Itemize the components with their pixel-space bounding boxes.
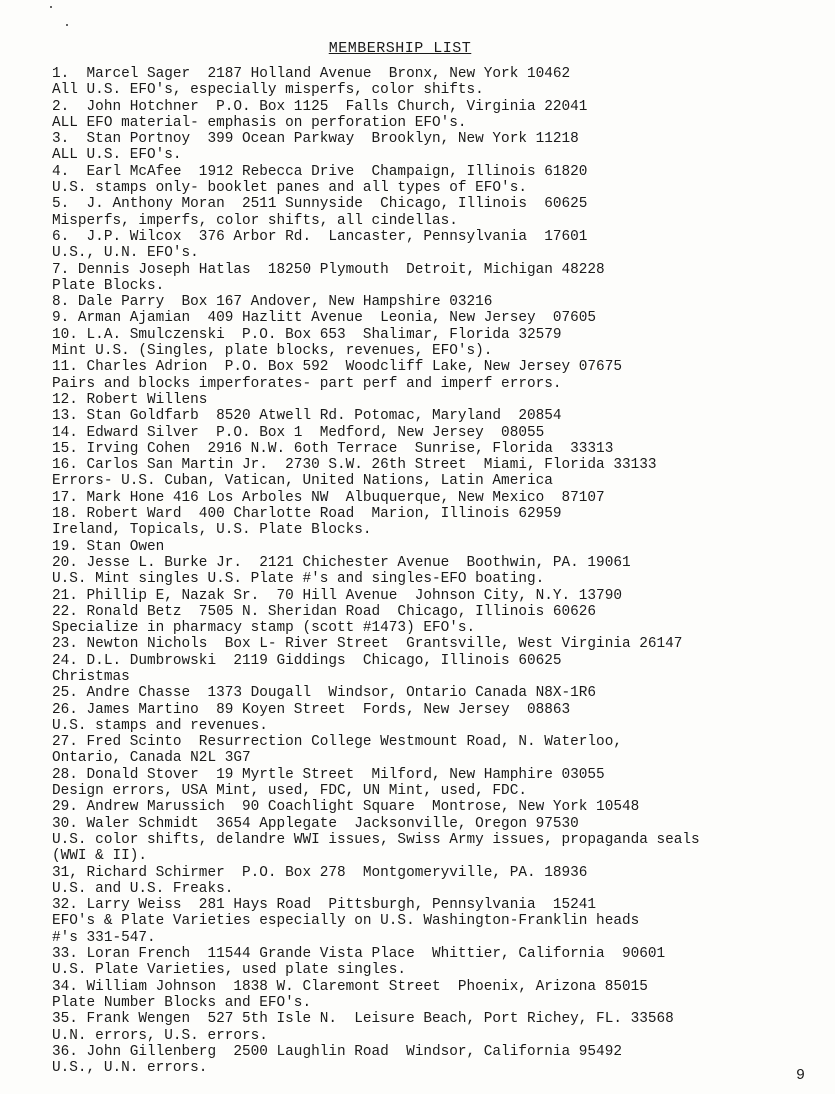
membership-list bbox=[52, 66, 815, 1076]
list-line: Mint U.S. (Singles, plate blocks, revenues, EFO's). bbox=[52, 343, 493, 360]
list-line: 14. Edward Silver P.O. Box 1 Medford, New Jersey 08055 bbox=[52, 424, 545, 441]
list-line: 22. Ronald Betz 7505 N. Sheridan Road Chicago, Illinois 60626 bbox=[52, 603, 597, 620]
list-line: 33. Loran French 11544 Grande Vista Place Whittier, California 90601 bbox=[52, 946, 666, 963]
list-line: 31, Richard Schirmer P.O. Box 278 Montgomeryville, PA. 18936 bbox=[52, 864, 588, 881]
list-line: U.S. and U.S. Freaks. bbox=[52, 880, 234, 897]
page-number: 9 bbox=[795, 1067, 805, 1084]
list-line: ALL EFO material- emphasis on perforation EFO's. bbox=[52, 114, 467, 131]
list-line: 28. Donald Stover 19 Myrtle Street Milford, New Hamphire 03055 bbox=[52, 766, 605, 783]
list-line: 20. Jesse L. Burke Jr. 2121 Chichester Avenue Boothwin, PA. 19061 bbox=[52, 554, 631, 571]
list-line: 25. Andre Chasse 1373 Dougall Windsor, Ontario Canada N8X-1R6 bbox=[52, 685, 597, 702]
list-line: Ontario, Canada N2L 3G7 bbox=[52, 750, 251, 767]
list-line: U.S. stamps and revenues. bbox=[52, 717, 268, 734]
list-line: Ireland, Topicals, U.S. Plate Blocks. bbox=[52, 522, 372, 539]
list-line: 34. William Johnson 1838 W. Claremont Street Phoenix, Arizona 85015 bbox=[52, 978, 648, 995]
list-line: Specialize in pharmacy stamp (scott #1473) EFO's. bbox=[52, 620, 476, 637]
list-line: 8. Dale Parry Box 167 Andover, New Hampshire 03216 bbox=[52, 294, 493, 311]
list-line: U.S., U.N. EFO's. bbox=[52, 245, 199, 262]
list-line: 9. Arman Ajamian 409 Hazlitt Avenue Leonia, New Jersey 07605 bbox=[52, 310, 597, 327]
list-line: Errors- U.S. Cuban, Vatican, United Nations, Latin America bbox=[52, 473, 553, 490]
list-line: ALL U.S. EFO's. bbox=[52, 147, 182, 164]
list-line: 19. Stan Owen bbox=[52, 538, 165, 555]
list-line: EFO's & Plate Varieties especially on U.S. Washington-Franklin heads bbox=[52, 913, 640, 930]
list-line: 5. J. Anthony Moran 2511 Sunnyside Chicago, Illinois 60625 bbox=[52, 196, 588, 213]
page-title: MEMBERSHIP LIST bbox=[328, 40, 472, 57]
list-line: 32. Larry Weiss 281 Hays Road Pittsburgh, Pennsylvania 15241 bbox=[52, 897, 597, 914]
list-line: 26. James Martino 89 Koyen Street Fords, New Jersey 08863 bbox=[52, 701, 571, 718]
list-line: 11. Charles Adrion P.O. Box 592 Woodcliff Lake, New Jersey 07675 bbox=[52, 359, 622, 376]
list-line: 6. J.P. Wilcox 376 Arbor Rd. Lancaster, Pennsylvania 17601 bbox=[52, 228, 588, 245]
list-line: U.S. Plate Varieties, used plate singles. bbox=[52, 962, 407, 979]
list-line: 27. Fred Scinto Resurrection College Westmount Road, N. Waterloo, bbox=[52, 734, 622, 751]
list-line: 7. Dennis Joseph Hatlas 18250 Plymouth Detroit, Michigan 48228 bbox=[52, 261, 605, 278]
list-line: Christmas bbox=[52, 668, 130, 685]
list-line: 36. John Gillenberg 2500 Laughlin Road Windsor, California 95492 bbox=[52, 1043, 622, 1060]
list-line: (WWI & II). bbox=[52, 848, 147, 865]
list-line: 30. Waler Schmidt 3654 Applegate Jacksonville, Oregon 97530 bbox=[52, 815, 579, 832]
list-line: U.S. color shifts, delandre WWI issues, Swiss Army issues, propaganda seals bbox=[52, 831, 700, 848]
list-line: 10. L.A. Smulczenski P.O. Box 653 Shalimar, Florida 32579 bbox=[52, 326, 562, 343]
list-line: U.N. errors, U.S. errors. bbox=[52, 1027, 268, 1044]
list-line: Pairs and blocks imperforates- part perf and imperf errors. bbox=[52, 375, 562, 392]
list-line: Design errors, USA Mint, used, FDC, UN Mint, used, FDC. bbox=[52, 783, 527, 800]
list-line: U.S. stamps only- booklet panes and all types of EFO's. bbox=[52, 180, 527, 197]
list-line: Misperfs, imperfs, color shifts, all cindellas. bbox=[52, 212, 458, 229]
list-line: #'s 331-547. bbox=[52, 929, 156, 946]
list-line: Plate Blocks. bbox=[52, 277, 165, 294]
paper-speck bbox=[66, 24, 68, 26]
list-line: Plate Number Blocks and EFO's. bbox=[52, 994, 312, 1011]
list-line: U.S., U.N. errors. bbox=[52, 1060, 208, 1077]
list-line: All U.S. EFO's, especially misperfs, color shifts. bbox=[52, 82, 484, 99]
list-line: U.S. Mint singles U.S. Plate #'s and singles-EFO boating. bbox=[52, 571, 545, 588]
list-line: 21. Phillip E, Nazak Sr. 70 Hill Avenue Johnson City, N.Y. 13790 bbox=[52, 587, 622, 604]
list-line: 13. Stan Goldfarb 8520 Atwell Rd. Potomac, Maryland 20854 bbox=[52, 408, 562, 425]
list-line: 17. Mark Hone 416 Los Arboles NW Albuquerque, New Mexico 87107 bbox=[52, 489, 605, 506]
list-line: 24. D.L. Dumbrowski 2119 Giddings Chicago, Illinois 60625 bbox=[52, 652, 562, 669]
list-line: 1. Marcel Sager 2187 Holland Avenue Bronx, New York 10462 bbox=[52, 66, 571, 82]
list-line: 3. Stan Portnoy 399 Ocean Parkway Brooklyn, New York 11218 bbox=[52, 131, 579, 148]
list-line: 16. Carlos San Martin Jr. 2730 S.W. 26th Street Miami, Florida 33133 bbox=[52, 457, 657, 474]
list-line: 29. Andrew Marussich 90 Coachlight Square Montrose, New York 10548 bbox=[52, 799, 640, 816]
list-line: 18. Robert Ward 400 Charlotte Road Marion, Illinois 62959 bbox=[52, 506, 562, 523]
list-line: 2. John Hotchner P.O. Box 1125 Falls Church, Virginia 22041 bbox=[52, 98, 588, 115]
paper-speck bbox=[50, 6, 52, 8]
list-line: 12. Robert Willens bbox=[52, 391, 208, 408]
list-line: 15. Irving Cohen 2916 N.W. 6oth Terrace Sunrise, Florida 33313 bbox=[52, 440, 614, 457]
list-line: 35. Frank Wengen 527 5th Isle N. Leisure Beach, Port Richey, FL. 33568 bbox=[52, 1011, 674, 1028]
list-line: 4. Earl McAfee 1912 Rebecca Drive Champaign, Illinois 61820 bbox=[52, 163, 588, 180]
list-line: 23. Newton Nichols Box L- River Street Grantsville, West Virginia 26147 bbox=[52, 636, 683, 653]
